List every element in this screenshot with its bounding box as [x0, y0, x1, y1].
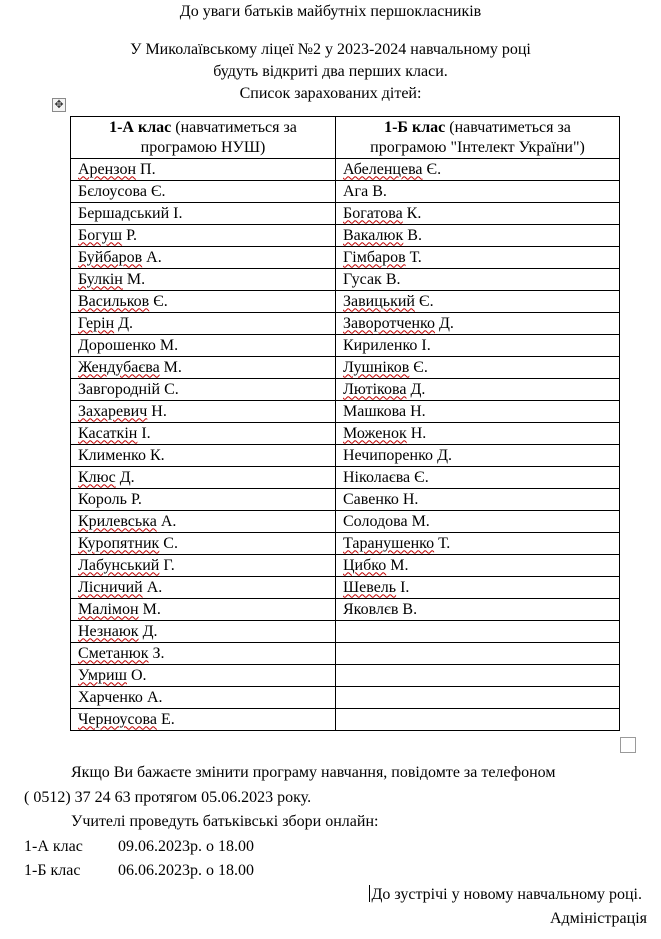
table-row — [71, 379, 620, 401]
cell-class-b — [336, 291, 620, 313]
student-surname: Герін — [78, 314, 115, 332]
student-initial: Д. — [119, 468, 135, 486]
cell-class-b — [336, 379, 620, 401]
cell-class-a — [71, 423, 336, 445]
closing-line — [369, 885, 642, 904]
cell-class-a — [71, 599, 336, 621]
student-surname: Яковлєв — [343, 600, 399, 618]
student-surname: Васильков — [78, 292, 150, 310]
page-title: До уваги батьків майбутніх першокласників — [179, 3, 482, 20]
student-initial: Д. — [437, 446, 452, 464]
class-b-program: (навчатиметься за — [445, 118, 571, 136]
cell-class-b — [336, 225, 620, 247]
student-surname: Куропятник — [78, 534, 160, 552]
student-initial: В. — [402, 600, 418, 618]
table-row — [71, 291, 620, 313]
student-initial: А. — [146, 248, 162, 266]
student-surname: Король — [78, 490, 127, 508]
student-surname: Арензон — [78, 160, 137, 178]
cell-class-a — [71, 643, 336, 665]
student-initial: Д. — [439, 314, 454, 332]
cell-class-b — [336, 643, 620, 665]
student-surname: Дорошенко — [78, 336, 156, 354]
student-surname: Захаревич — [78, 402, 148, 420]
student-initial: М. — [163, 358, 182, 376]
table-row — [71, 489, 620, 511]
student-initial: І. — [421, 336, 431, 354]
table-row — [71, 423, 620, 445]
cell-class-b — [336, 555, 620, 577]
table-header-row — [71, 117, 620, 159]
student-surname: Савенко — [343, 490, 399, 508]
cell-class-a — [71, 489, 336, 511]
student-surname: Незнаюк — [78, 622, 139, 640]
cell-class-a — [71, 555, 336, 577]
cell-class-b — [336, 577, 620, 599]
student-initial: І. — [400, 578, 410, 596]
cell-class-a — [71, 445, 336, 467]
student-surname: Таранушенко — [343, 534, 435, 552]
info-paragraph: Якщо Ви бажаєте змінити програму навчання, повідомте за телефоном — [71, 764, 556, 781]
student-initial: Є. — [153, 292, 168, 310]
info-paragraph: ( 0512) 37 24 63 протягом 05.06.2023 року. — [24, 789, 312, 806]
class-list-table — [70, 116, 620, 731]
student-surname: Завицький — [343, 292, 415, 310]
cell-class-b — [336, 445, 620, 467]
student-surname: Булкін — [78, 270, 123, 288]
class-b-title: 1-Б клас — [384, 118, 446, 136]
student-surname: Гусак — [343, 270, 382, 288]
cell-class-a — [71, 313, 336, 335]
student-initial: Н. — [402, 490, 419, 508]
table-row — [71, 203, 620, 225]
cell-class-a — [71, 247, 336, 269]
meeting-class: 1-Б клас — [24, 862, 81, 879]
table-row — [71, 159, 620, 181]
cell-class-a — [71, 511, 336, 533]
closing-text: До зустрічі у новому навчальному році. — [371, 886, 642, 903]
table-row — [71, 467, 620, 489]
student-surname: Лушніков — [343, 358, 410, 376]
student-surname: Лютікова — [343, 380, 407, 398]
student-initial: Є. — [414, 468, 429, 486]
meeting-time: 06.06.2023р. о 18.00 — [118, 862, 254, 879]
cell-class-b — [336, 687, 620, 709]
cell-class-b — [336, 181, 620, 203]
student-initial: Р. — [130, 490, 142, 508]
cell-class-b — [336, 335, 620, 357]
column-header-class-b — [336, 117, 620, 159]
student-initial: О. — [130, 666, 147, 684]
student-surname: Буйбаров — [78, 248, 143, 266]
intro-line: будуть відкриті два перших класи. — [213, 63, 448, 80]
table-row — [71, 401, 620, 423]
cell-class-a — [71, 181, 336, 203]
student-initial: М. — [159, 336, 179, 354]
class-a-program: (навчатиметься за — [171, 118, 297, 136]
student-surname: Клюс — [78, 468, 116, 486]
table-row — [71, 599, 620, 621]
student-initial: А. — [146, 578, 163, 596]
cell-class-b — [336, 709, 620, 731]
student-initial: С. — [163, 534, 178, 552]
student-initial: В. — [372, 182, 387, 200]
student-surname: Ніколаєва — [343, 468, 411, 486]
intro-line: Список зарахованих дітей: — [239, 85, 422, 102]
cell-class-a — [71, 401, 336, 423]
cell-class-a — [71, 533, 336, 555]
student-surname: Крилевська — [78, 512, 157, 530]
cell-class-a — [71, 291, 336, 313]
cell-class-b — [336, 621, 620, 643]
meeting-time: 09.06.2023р. о 18.00 — [118, 838, 254, 855]
cell-class-a — [71, 225, 336, 247]
student-initial: Т. — [409, 248, 422, 266]
student-initial: Н. — [410, 402, 426, 420]
cell-class-a — [71, 357, 336, 379]
meeting-line — [24, 837, 254, 856]
signature: Адміністрація — [549, 910, 647, 927]
cell-class-b — [336, 269, 620, 291]
intro-line: У Миколаївському ліцеї №2 у 2023-2024 навчальному році — [130, 41, 531, 58]
student-surname: Лісничий — [78, 578, 143, 596]
student-surname: Шевель — [343, 578, 397, 596]
table-row — [71, 687, 620, 709]
student-surname: Сметанюк — [78, 644, 149, 662]
student-initial: П. — [140, 160, 156, 178]
table-resize-icon[interactable] — [620, 737, 636, 753]
student-surname: Умриш — [78, 666, 127, 684]
cell-class-b — [336, 247, 620, 269]
student-surname: Клименко — [78, 446, 146, 464]
table-row — [71, 643, 620, 665]
student-surname: Машкова — [343, 402, 407, 420]
student-initial: З. — [152, 644, 165, 662]
cell-class-a — [71, 665, 336, 687]
info-paragraph: Учителі проведуть батьківські збори онлайн: — [71, 813, 379, 830]
student-surname: Жендубаєва — [78, 358, 160, 376]
student-surname: Малімон — [78, 600, 139, 618]
cell-class-b — [336, 357, 620, 379]
table-row — [71, 555, 620, 577]
student-initial: В. — [407, 226, 422, 244]
student-surname: Цибко — [343, 556, 387, 574]
table-row — [71, 357, 620, 379]
cell-class-b — [336, 511, 620, 533]
cell-class-b — [336, 203, 620, 225]
student-initial: М. — [411, 512, 430, 530]
student-initial: М. — [142, 600, 161, 618]
cell-class-a — [71, 467, 336, 489]
student-initial: Д. — [410, 380, 426, 398]
table-row — [71, 181, 620, 203]
table-row — [71, 511, 620, 533]
student-surname: Абеленцева — [343, 160, 423, 178]
student-surname: Моженок — [343, 424, 407, 442]
class-a-program: програмою НУШ) — [140, 138, 266, 156]
cell-class-a — [71, 269, 336, 291]
student-surname: Гімбаров — [343, 248, 406, 266]
class-a-title: 1-А клас — [109, 118, 172, 136]
cell-class-b — [336, 467, 620, 489]
student-initial: Д. — [142, 622, 158, 640]
student-surname: Вакалюк — [343, 226, 404, 244]
student-surname: Нечипоренко — [343, 446, 434, 464]
student-initial: Є. — [150, 182, 166, 200]
table-row — [71, 621, 620, 643]
table-row — [71, 225, 620, 247]
student-surname: Завгородній — [78, 380, 161, 398]
cell-class-a — [71, 203, 336, 225]
student-surname: Богатова — [343, 204, 403, 222]
cell-class-b — [336, 665, 620, 687]
column-header-class-a — [71, 117, 336, 159]
student-surname: Заворотченко — [343, 314, 436, 332]
meeting-class: 1-А клас — [24, 838, 83, 855]
cell-class-b — [336, 401, 620, 423]
table-row — [71, 313, 620, 335]
table-row — [71, 533, 620, 555]
student-surname: Богуш — [78, 226, 123, 244]
student-initial: А. — [146, 688, 163, 706]
student-initial: М. — [390, 556, 409, 574]
cell-class-b — [336, 313, 620, 335]
student-surname: Лабунський — [78, 556, 160, 574]
cell-class-b — [336, 159, 620, 181]
student-initial: К. — [149, 446, 165, 464]
class-b-program: програмою "Інтелект України") — [370, 138, 585, 156]
table-row — [71, 577, 620, 599]
student-initial: В. — [385, 270, 401, 288]
meeting-line — [24, 861, 254, 880]
cell-class-b — [336, 533, 620, 555]
student-initial: Н. — [151, 402, 167, 420]
table-move-icon[interactable]: ✥ — [52, 98, 66, 112]
table-row — [71, 445, 620, 467]
cell-class-b — [336, 599, 620, 621]
student-surname: Черноусова — [78, 710, 157, 728]
student-initial: К. — [406, 204, 422, 222]
cell-class-a — [71, 379, 336, 401]
student-initial: І. — [173, 204, 183, 222]
student-initial: Т. — [438, 534, 451, 552]
student-surname: Бєлоусова — [78, 182, 147, 200]
student-initial: Н. — [410, 424, 427, 442]
student-surname: Кириленко — [343, 336, 418, 354]
student-initial: А. — [160, 512, 177, 530]
cell-class-a — [71, 159, 336, 181]
student-initial: Є. — [413, 358, 428, 376]
student-initial: Г. — [163, 556, 175, 574]
student-initial: Є. — [426, 160, 442, 178]
cell-class-b — [336, 423, 620, 445]
student-initial: Є. — [419, 292, 434, 310]
student-surname: Ага — [343, 182, 369, 200]
student-initial: І. — [141, 424, 151, 442]
cell-class-a — [71, 687, 336, 709]
cell-class-a — [71, 335, 336, 357]
student-surname: Харченко — [78, 688, 143, 706]
student-initial: М. — [126, 270, 146, 288]
student-surname: Касаткін — [78, 424, 138, 442]
table-row — [71, 247, 620, 269]
cell-class-a — [71, 621, 336, 643]
table-row — [71, 665, 620, 687]
cell-class-a — [71, 709, 336, 731]
student-initial: Р. — [126, 226, 137, 244]
student-initial: Е. — [161, 710, 175, 728]
table-row — [71, 709, 620, 731]
cell-class-b — [336, 489, 620, 511]
student-initial: Д. — [118, 314, 134, 332]
student-initial: С. — [164, 380, 179, 398]
cell-class-a — [71, 577, 336, 599]
table-row — [71, 269, 620, 291]
student-surname: Солодова — [343, 512, 408, 530]
student-surname: Бершадський — [78, 204, 170, 222]
table-row — [71, 335, 620, 357]
